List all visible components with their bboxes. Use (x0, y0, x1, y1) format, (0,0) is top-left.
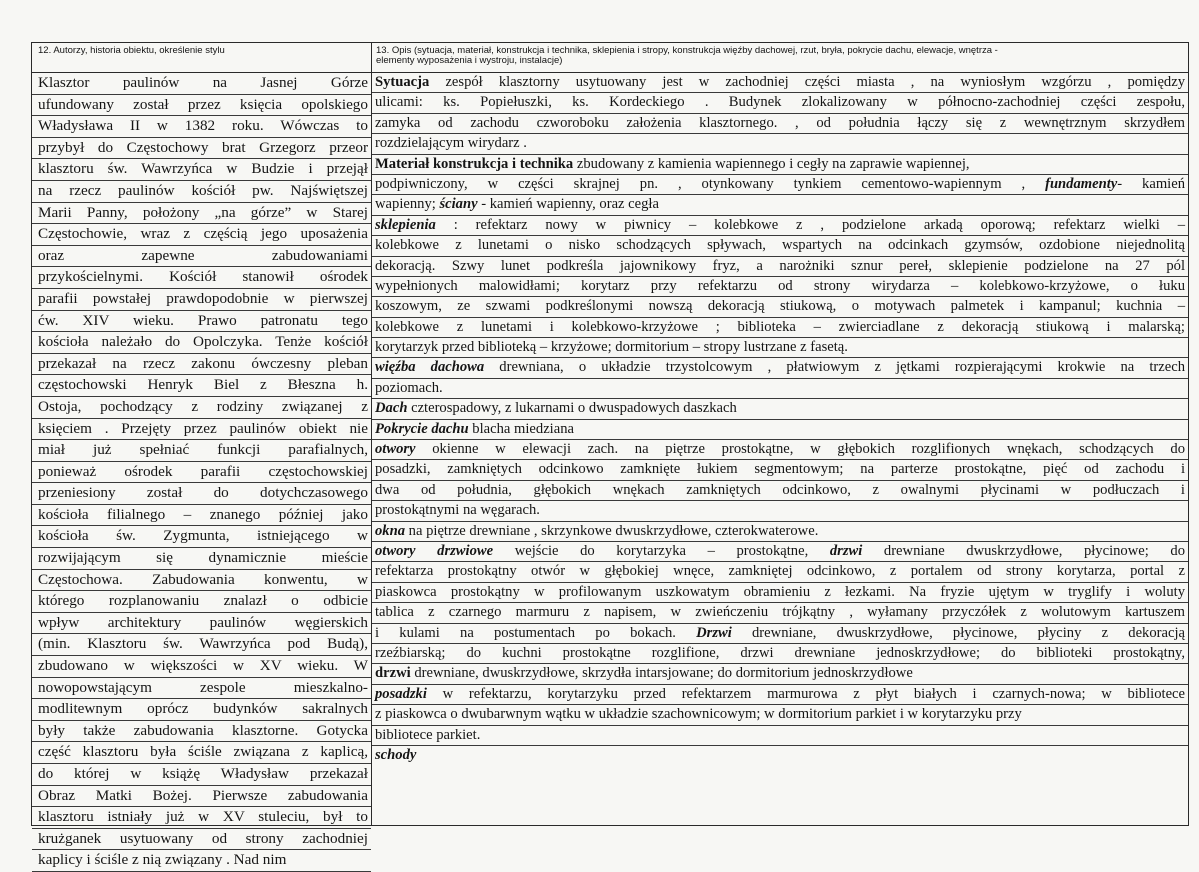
history-line: Obraz Matki Bożej. Pierwsze zabudowania (32, 786, 371, 808)
keyword-walls: ściany (439, 196, 478, 213)
line-vaults (372, 216, 1188, 236)
line-roofing (372, 420, 1188, 440)
history-line: klasztoru św. Wawrzyńca w Budzie i przejął (32, 159, 371, 181)
text-roofing: blacha miedziana (468, 420, 574, 437)
history-line: którego rozplanowaniu znalazł o odbicie (32, 591, 371, 613)
text-line: kolebkowe z lunetami o nisko schodzących spływach, wspartych na odcinkach gzymsów, ozdobione niejednolitą (372, 236, 1188, 256)
history-line: księciem . Przejęty przez paulinów obiekt nie (32, 419, 371, 441)
text-line: dwa od południa, głębokich wnękach zamkniętych odcinkowo, z owalnymi płycinami w podłuczach i (372, 481, 1188, 501)
history-line: nowopowstającym zespole mieszkalno- (32, 678, 371, 700)
line-doors-3 (372, 664, 1188, 684)
header-right (372, 43, 1188, 73)
text-line: poziomach. (372, 379, 1188, 399)
text-foundations: - kamień (1117, 175, 1185, 192)
text-line: ulicami: ks. Popiełuszki, ks. Kordeckiego . Budynek zlokalizowany w północno-zachodniej części zespołu, (372, 93, 1188, 113)
line-roof (372, 399, 1188, 419)
history-line: Częstochowie, wraz z częścią jego uposażenia (32, 224, 371, 246)
history-line: (min. Klasztoru św. Wawrzyńca pod Budą), (32, 634, 371, 656)
line-floors (372, 685, 1188, 705)
description-column (372, 73, 1188, 825)
keyword-doors-2: Drzwi (696, 624, 732, 641)
history-line: przekazał na rzecz zakonu ówczesny pleban (32, 354, 371, 376)
text-walls: - kamień wapienny, oraz cegła (477, 196, 659, 213)
text-openings: okienne w elewacji zach. na piętrze prostokątne, w głębokich rozglifionych wnękach, schodzących do (415, 441, 1185, 458)
text-line: refektarza prostokątny otwór w głębokiej wnęce, zamkniętej odcinkowo, z portalem od strony korytarza, portal z (372, 562, 1188, 582)
text-doors-3: drewniane, dwuskrzydłowe, skrzydła intarsjowane; do dormitorium jednoskrzydłowe (410, 665, 913, 682)
keyword-door-openings: otwory drzwiowe (375, 542, 494, 559)
keyword-material: Materiał konstrukcja i technika (375, 155, 574, 172)
keyword-roof: Dach (375, 400, 408, 417)
text-line: korytarzyk przed biblioteką – krzyżowe; dormitorium – stropy lustrzane z fasetą. (372, 338, 1188, 358)
header-right-line1: 13. Opis (sytuacja, materiał, konstrukcja i technika, sklepienia i stropy, konstrukcja więźby dachowej, rzut, bryła, pokrycie dachu, elewacje, wnętrza - (376, 45, 998, 56)
keyword-situation: Sytuacja (375, 74, 430, 90)
text-line: kolebkowe z lunetami i kolebkowo-krzyżowe ; biblioteka – zwierciadlane z dekoracją stiukową i malarską; (372, 318, 1188, 338)
history-line: Marii Panny, położony „na górze” w Starej (32, 203, 371, 225)
line-doors-2 (372, 624, 1188, 644)
text-line: zamyka od zachodu czworoboku założenia klasztornego. , od południa łączy się z wewnętrznym skrzydłem (372, 114, 1188, 134)
history-line: Ostoja, pochodzący z rodziny związanej z (32, 397, 371, 419)
text-doors-2: drewniane, dwuskrzydłowe, płycinowe, płyciny z dekoracją (731, 624, 1185, 641)
line-material (372, 155, 1188, 175)
history-line: kościoła filialnego – znanego później jako (32, 505, 371, 527)
history-line: przykościelnymi. Kościół stanowił ośrodek (32, 267, 371, 289)
line-stairs (372, 746, 1188, 766)
text-roof-truss: drewniana, o układzie trzystolcowym , płatwiowym z jętkami rozpierającymi krokwie na trzech (484, 359, 1186, 376)
history-line: do której w książę Władysław przekazał (32, 764, 371, 786)
history-line: Częstochowa. Zabudowania konwentu, w (32, 570, 371, 592)
keyword-doors-3: drzwi (375, 665, 411, 682)
header-left (32, 43, 372, 73)
text-line: posadzki, zamkniętych odcinkowo zamknięte łukiem segmentowym; na parterze prostokątne, pięć od zachodu i (372, 460, 1188, 480)
text-situation: zespół klasztorny usytuowany jest w zachodniej części miasta , na wyniosłym wzgórzu , pomiędzy (429, 74, 1185, 90)
text-entrance: wejście do korytarzyka – prostokątne, (493, 542, 830, 559)
text-material: zbudowany z kamienia wapiennego i cegły na zaprawie wapiennej, (573, 155, 970, 172)
history-line: Klasztor paulinów na Jasnej Górze (32, 73, 371, 95)
history-line: były także zabudowania klasztorne. Gotycka (32, 721, 371, 743)
text-line: rzeźbiarską; do kuchni prostokątne rozglifione, drzwi drewniane jednoskrzydłowe; do biblioteki prostokątny, (372, 644, 1188, 664)
text-limestone: wapienny; (375, 196, 440, 213)
text-line: wypełnionych malowidłami; korytarz przy refektarzu od strony wirydarza – kolebkowo-krzyżowe, o łuku (372, 277, 1188, 297)
history-line: wpływ architektury paulinów węgierskich (32, 613, 371, 635)
history-line: klasztoru istniały już w XV stuleciu, był to (32, 807, 371, 829)
line-roof-truss (372, 358, 1188, 378)
text-line: piaskowca prostokątny w profilowanym uszkowatym obramieniu z łezkami. Na fryzie ujętym w tryglify i woluty (372, 583, 1188, 603)
text-floors: w refektarzu, korytarzyku przed refektarzem marmurowa z płyt białych i czarnych-nowa; w bibliotece (426, 685, 1185, 702)
history-line: Władysława II w 1382 roku. Wówczas to (32, 116, 371, 138)
text-doors: drewniane dwuskrzydłowe, płycinowe; do (862, 542, 1186, 559)
text-roof: czterospadowy, z lukarnami o dwuspadowych daszkach (407, 400, 737, 417)
history-line: kaplicy i ściśle z nią związany . Nad nim (32, 850, 371, 872)
history-line: kościoła św. Zygmunta, istniejącego w (32, 526, 371, 548)
history-line: przybył do Częstochowy brat Grzegorz przeor (32, 138, 371, 160)
line-door-openings (372, 542, 1188, 562)
history-line: parafii powstałej prawdopodobnie w pierwszej (32, 289, 371, 311)
line-openings (372, 440, 1188, 460)
keyword-openings: otwory (375, 441, 416, 458)
line-windows (372, 522, 1188, 542)
keyword-windows: okna (375, 522, 406, 539)
keyword-stairs: schody (375, 746, 417, 763)
text-line: tablica z czarnego marmuru z napisem, w zwieńczeniu trójkątny , wyłamany przyczółek z wolutowym kartuszem (372, 603, 1188, 623)
text-line: dekoracją. Szwy lunet podkreśla jajownikowy fryz, a narożniki sznur pereł, sklepienie podzielone na 27 pól (372, 257, 1188, 277)
line-walls (372, 195, 1188, 215)
text-line: koszowym, ze szwami podkreślonymi nowszą dekoracją stiukową, o motywach palmetek i kampanul; kuchnia – (372, 297, 1188, 317)
line-situation (372, 73, 1188, 93)
header-right-line2: elementy wyposażenia i wystroju, instalacje) (376, 55, 563, 66)
header-left-text: 12. Autorzy, historia obiektu, określenie stylu (38, 45, 225, 56)
text-vaults: : refektarz nowy w piwnicy – kolebkowe z , podzielone arkadą oporową; refektarz wielki – (435, 216, 1185, 233)
history-line: na rzecz paulinów kościół pw. Najświętszej (32, 181, 371, 203)
keyword-doors: drzwi (829, 542, 863, 559)
history-line: rozwijającym się dynamicznie mieście (32, 548, 371, 570)
keyword-floors: posadzki (375, 685, 427, 702)
history-line: ufundowany został przez księcia opolskiego (32, 95, 371, 117)
text-line: prostokątnymi na węgarach. (372, 501, 1188, 521)
text-windows: na piętrze drewniane , skrzynkowe dwuskrzydłowe, czterokwaterowe. (405, 522, 819, 539)
history-line: zbudowano w większości w XV wieku. W (32, 656, 371, 678)
history-line: kościoła należało do Opolczyka. Tenże kościół (32, 332, 371, 354)
history-line: oraz zapewne zabudowaniami (32, 246, 371, 268)
text-line: z piaskowca o dwubarwnym wątku w układzie szachownicowym; w dormitorium parkiet i w korytarzyku przy (372, 705, 1188, 725)
history-line: ćw. XIV wieku. Prawo patronatu tego (32, 311, 371, 333)
history-line: ponieważ ośrodek parafii częstochowskiej (32, 462, 371, 484)
history-line: modlitewnym oprócz budynków sakralnych (32, 699, 371, 721)
history-column (32, 73, 372, 869)
keyword-roofing: Pokrycie dachu (375, 420, 469, 437)
keyword-roof-truss: więźba dachowa (375, 359, 485, 376)
history-line: przeniesiony został do dotychczasowego (32, 483, 371, 505)
line-foundations (372, 175, 1188, 195)
history-line: miał już spełniać funkcji parafialnych, (32, 440, 371, 462)
history-line: część klasztoru była ściśle związana z kaplicą, (32, 742, 371, 764)
text-line: bibliotece parkiet. (372, 726, 1188, 746)
document-sheet (31, 42, 1189, 869)
keyword-foundations: fundamenty (1045, 175, 1118, 192)
text-pedestals: i kulami na postumentach po bokach. (375, 624, 697, 641)
history-line: krużganek usytuowany od strony zachodniej (32, 829, 371, 851)
text-plaster: podpiwniczony, w części skrajnej pn. , otynkowany tynkiem cementowo-wapiennym , (375, 175, 1046, 192)
keyword-vaults: sklepienia (375, 216, 436, 233)
text-line: rozdzielającym wirydarz . (372, 134, 1188, 154)
history-line: częstochowski Henryk Biel z Błeszna h. (32, 375, 371, 397)
